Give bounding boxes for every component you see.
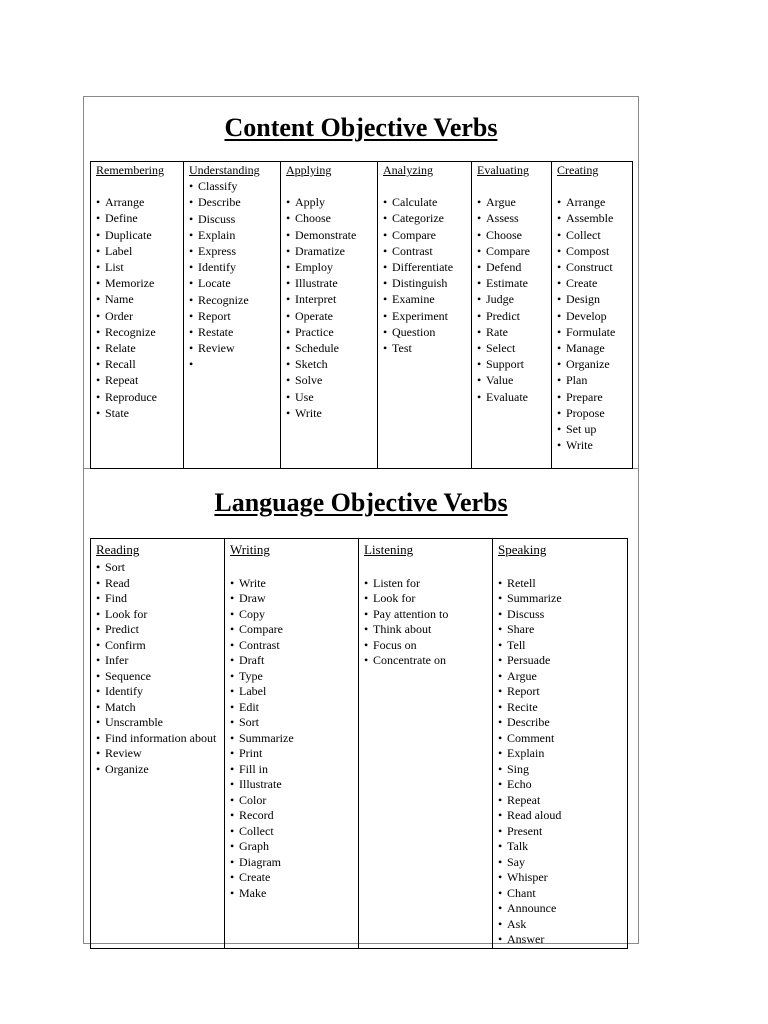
verb-item: • Compost	[557, 243, 632, 259]
verb-item: • Share	[498, 622, 627, 638]
verb-item: • Infer	[96, 653, 224, 669]
verb-item: • Unscramble	[96, 715, 224, 731]
verb-item: • Distinguish	[383, 275, 471, 291]
content-column-cell	[552, 178, 633, 469]
verb-item: • Contrast	[383, 243, 471, 259]
verb-item: • Find	[96, 591, 224, 607]
verb-item: • Value	[477, 372, 551, 388]
verb-item: • Comment	[498, 731, 627, 747]
verb-item: • Experiment	[383, 308, 471, 324]
language-verbs-table	[90, 538, 628, 949]
list-spacer	[557, 178, 632, 194]
verb-item: • Defend	[477, 259, 551, 275]
column-header-label: Reading	[96, 542, 140, 557]
verb-item: • Chant	[498, 886, 627, 902]
verb-item: • Type	[230, 669, 358, 685]
verb-item: • Duplicate	[96, 227, 183, 243]
verb-item: • Define	[96, 210, 183, 226]
verb-item: • Organize	[96, 762, 224, 778]
verb-item: • Tell	[498, 638, 627, 654]
verb-item: • Choose	[477, 227, 551, 243]
verb-item: • Contrast	[230, 638, 358, 654]
verb-item: • Recognize	[189, 292, 280, 308]
verb-item: • Design	[557, 291, 632, 307]
verb-item: • Memorize	[96, 275, 183, 291]
verb-item: • Predict	[96, 622, 224, 638]
verb-item: • Announce	[498, 901, 627, 917]
verb-item: • Collect	[230, 824, 358, 840]
verb-item: • Recall	[96, 356, 183, 372]
verb-item: • Sequence	[96, 669, 224, 685]
verb-item: • Look for	[96, 607, 224, 623]
verb-item: • Restate	[189, 324, 280, 340]
content-column-header	[378, 162, 472, 179]
verb-item: • Summarize	[230, 731, 358, 747]
verb-item: • Argue	[477, 194, 551, 210]
verb-item: • Review	[96, 746, 224, 762]
verb-item: • Evaluate	[477, 389, 551, 405]
verb-item: • Practice	[286, 324, 377, 340]
language-column-cell	[493, 560, 628, 948]
content-column-header	[472, 162, 552, 179]
verb-item: • Report	[189, 308, 280, 324]
verb-item: • Graph	[230, 839, 358, 855]
verb-item: • Apply	[286, 194, 377, 210]
column-header-label: Listening	[364, 542, 414, 557]
verb-item: • Estimate	[477, 275, 551, 291]
verb-item: • Organize	[557, 356, 632, 372]
content-objective-title: Content Objective Verbs	[224, 113, 498, 142]
content-column-header	[91, 162, 184, 179]
column-header-label: Evaluating	[477, 163, 529, 177]
content-column-cell	[281, 178, 378, 469]
verb-item: • Operate	[286, 308, 377, 324]
verb-item: • Set up	[557, 421, 632, 437]
verb-item: • Ask	[498, 917, 627, 933]
verb-item: • Argue	[498, 669, 627, 685]
verb-item: • Draft	[230, 653, 358, 669]
verb-item: • Manage	[557, 340, 632, 356]
list-spacer	[96, 178, 183, 194]
verb-item: • Persuade	[498, 653, 627, 669]
content-column-cell	[91, 178, 184, 469]
content-body-row	[91, 178, 633, 469]
verb-item: • Predict	[477, 308, 551, 324]
verb-item: • Edit	[230, 700, 358, 716]
verb-item: • Answer	[498, 932, 627, 948]
verb-item: • Dramatize	[286, 243, 377, 259]
verb-item: • Classify	[189, 178, 280, 194]
verb-item: • Assemble	[557, 210, 632, 226]
language-column-cell	[91, 560, 225, 948]
verb-item: • Make	[230, 886, 358, 902]
verb-list	[286, 178, 377, 421]
verb-item: • Copy	[230, 607, 358, 623]
verb-item: • Use	[286, 389, 377, 405]
verb-item: • Interpret	[286, 291, 377, 307]
verb-item: • Develop	[557, 308, 632, 324]
content-column-cell	[472, 178, 552, 469]
verb-item: • Compare	[383, 227, 471, 243]
verb-item: • Compare	[477, 243, 551, 259]
verb-item: • State	[96, 405, 183, 421]
verb-item: • Recite	[498, 700, 627, 716]
verb-item: • Describe	[189, 194, 280, 210]
verb-list	[557, 178, 632, 453]
verb-list	[96, 560, 224, 777]
verb-item: • Color	[230, 793, 358, 809]
language-body-row	[91, 560, 628, 948]
list-spacer	[230, 560, 358, 576]
verb-item: • Label	[230, 684, 358, 700]
verb-item: • Illustrate	[230, 777, 358, 793]
list-spacer	[383, 178, 471, 194]
verb-item: • Prepare	[557, 389, 632, 405]
verb-item: • Look for	[364, 591, 492, 607]
verb-item: • Review	[189, 340, 280, 356]
verb-item: • Name	[96, 291, 183, 307]
verb-item: • Diagram	[230, 855, 358, 871]
column-header-label: Creating	[557, 163, 599, 177]
verb-item: • Fill in	[230, 762, 358, 778]
verb-item: • Write	[286, 405, 377, 421]
verb-item: • Repeat	[498, 793, 627, 809]
verb-item: • Concentrate on	[364, 653, 492, 669]
verb-item: • Label	[96, 243, 183, 259]
verb-item: • Talk	[498, 839, 627, 855]
verb-item: • Explain	[189, 227, 280, 243]
verb-item: • Locate	[189, 275, 280, 291]
list-spacer	[477, 178, 551, 194]
column-header-label: Remembering	[96, 163, 164, 177]
language-objective-title: Language Objective Verbs	[214, 488, 508, 517]
verb-item: • Arrange	[557, 194, 632, 210]
verb-item: • Report	[498, 684, 627, 700]
verb-item: • Describe	[498, 715, 627, 731]
verb-item: • Select	[477, 340, 551, 356]
verb-item: • Create	[230, 870, 358, 886]
verb-item: • Identify	[96, 684, 224, 700]
verb-item: • Sort	[96, 560, 224, 576]
verb-item: • Sing	[498, 762, 627, 778]
verb-list	[230, 560, 358, 901]
verb-item: • Judge	[477, 291, 551, 307]
verb-item: • Confirm	[96, 638, 224, 654]
verb-item: • Retell	[498, 576, 627, 592]
content-column-header	[184, 162, 281, 179]
verb-item: • Express	[189, 243, 280, 259]
verb-item: • Read aloud	[498, 808, 627, 824]
verb-item: • Arrange	[96, 194, 183, 210]
verb-item: • Choose	[286, 210, 377, 226]
content-column-cell	[184, 178, 281, 469]
column-header-label: Understanding	[189, 163, 260, 177]
content-verbs-table	[90, 161, 633, 469]
verb-item: • Propose	[557, 405, 632, 421]
verb-item: • Calculate	[383, 194, 471, 210]
verb-item: • Focus on	[364, 638, 492, 654]
verb-list	[189, 178, 280, 356]
verb-item: • Solve	[286, 372, 377, 388]
content-header-row	[91, 162, 633, 179]
verb-item: • Read	[96, 576, 224, 592]
verb-item: • Print	[230, 746, 358, 762]
verb-item: • Illustrate	[286, 275, 377, 291]
verb-item: • Write	[230, 576, 358, 592]
list-spacer	[498, 560, 627, 576]
verb-item: • Employ	[286, 259, 377, 275]
verb-item: • Examine	[383, 291, 471, 307]
verb-item: • Echo	[498, 777, 627, 793]
language-column-header	[225, 539, 359, 561]
verb-item: • Demonstrate	[286, 227, 377, 243]
content-column-cell	[378, 178, 472, 469]
column-header-label: Analyzing	[383, 163, 433, 177]
verb-item: • Assess	[477, 210, 551, 226]
verb-item: • Question	[383, 324, 471, 340]
language-column-cell	[225, 560, 359, 948]
column-header-label: Speaking	[498, 542, 547, 557]
verb-item: • Discuss	[498, 607, 627, 623]
verb-item: • Recognize	[96, 324, 183, 340]
verb-item: • Find information about	[96, 731, 224, 747]
verb-item: • Record	[230, 808, 358, 824]
verb-item: • Reproduce	[96, 389, 183, 405]
verb-list	[96, 178, 183, 421]
column-header-label: Applying	[286, 163, 332, 177]
list-spacer	[286, 178, 377, 194]
verb-item: • Plan	[557, 372, 632, 388]
verb-item: • Identify	[189, 259, 280, 275]
verb-item: • Whisper	[498, 870, 627, 886]
content-column-header	[552, 162, 633, 179]
verb-item: • List	[96, 259, 183, 275]
language-column-header	[91, 539, 225, 561]
verb-item: • Sketch	[286, 356, 377, 372]
verb-item: • Differentiate	[383, 259, 471, 275]
verb-item: • Say	[498, 855, 627, 871]
verb-list	[364, 560, 492, 669]
verb-item: • Match	[96, 700, 224, 716]
language-header-row	[91, 539, 628, 561]
list-spacer	[364, 560, 492, 576]
verb-item: • Collect	[557, 227, 632, 243]
verb-item: • Think about	[364, 622, 492, 638]
verb-item: • Support	[477, 356, 551, 372]
verb-item: • Schedule	[286, 340, 377, 356]
verb-list	[477, 178, 551, 405]
verb-item: • Explain	[498, 746, 627, 762]
verb-item: • Relate	[96, 340, 183, 356]
language-column-header	[359, 539, 493, 561]
language-column-cell	[359, 560, 493, 948]
verb-item: • Summarize	[498, 591, 627, 607]
content-column-header	[281, 162, 378, 179]
column-header-label: Writing	[230, 542, 270, 557]
verb-item: • Formulate	[557, 324, 632, 340]
verb-list	[383, 178, 471, 356]
language-column-header	[493, 539, 628, 561]
verb-item: • Compare	[230, 622, 358, 638]
verb-item: • Pay attention to	[364, 607, 492, 623]
verb-item: • Draw	[230, 591, 358, 607]
verb-item: • Discuss	[189, 211, 280, 227]
verb-item: • Write	[557, 437, 632, 453]
verb-item: • Create	[557, 275, 632, 291]
verb-list	[498, 560, 627, 948]
verb-item: • Rate	[477, 324, 551, 340]
verb-item: • Present	[498, 824, 627, 840]
verb-item: • Sort	[230, 715, 358, 731]
verb-item: • Listen for	[364, 576, 492, 592]
verb-item: • Construct	[557, 259, 632, 275]
verb-item: • Order	[96, 308, 183, 324]
verb-item: • Repeat	[96, 372, 183, 388]
verb-item: • Test	[383, 340, 471, 356]
verb-item: • Categorize	[383, 210, 471, 226]
